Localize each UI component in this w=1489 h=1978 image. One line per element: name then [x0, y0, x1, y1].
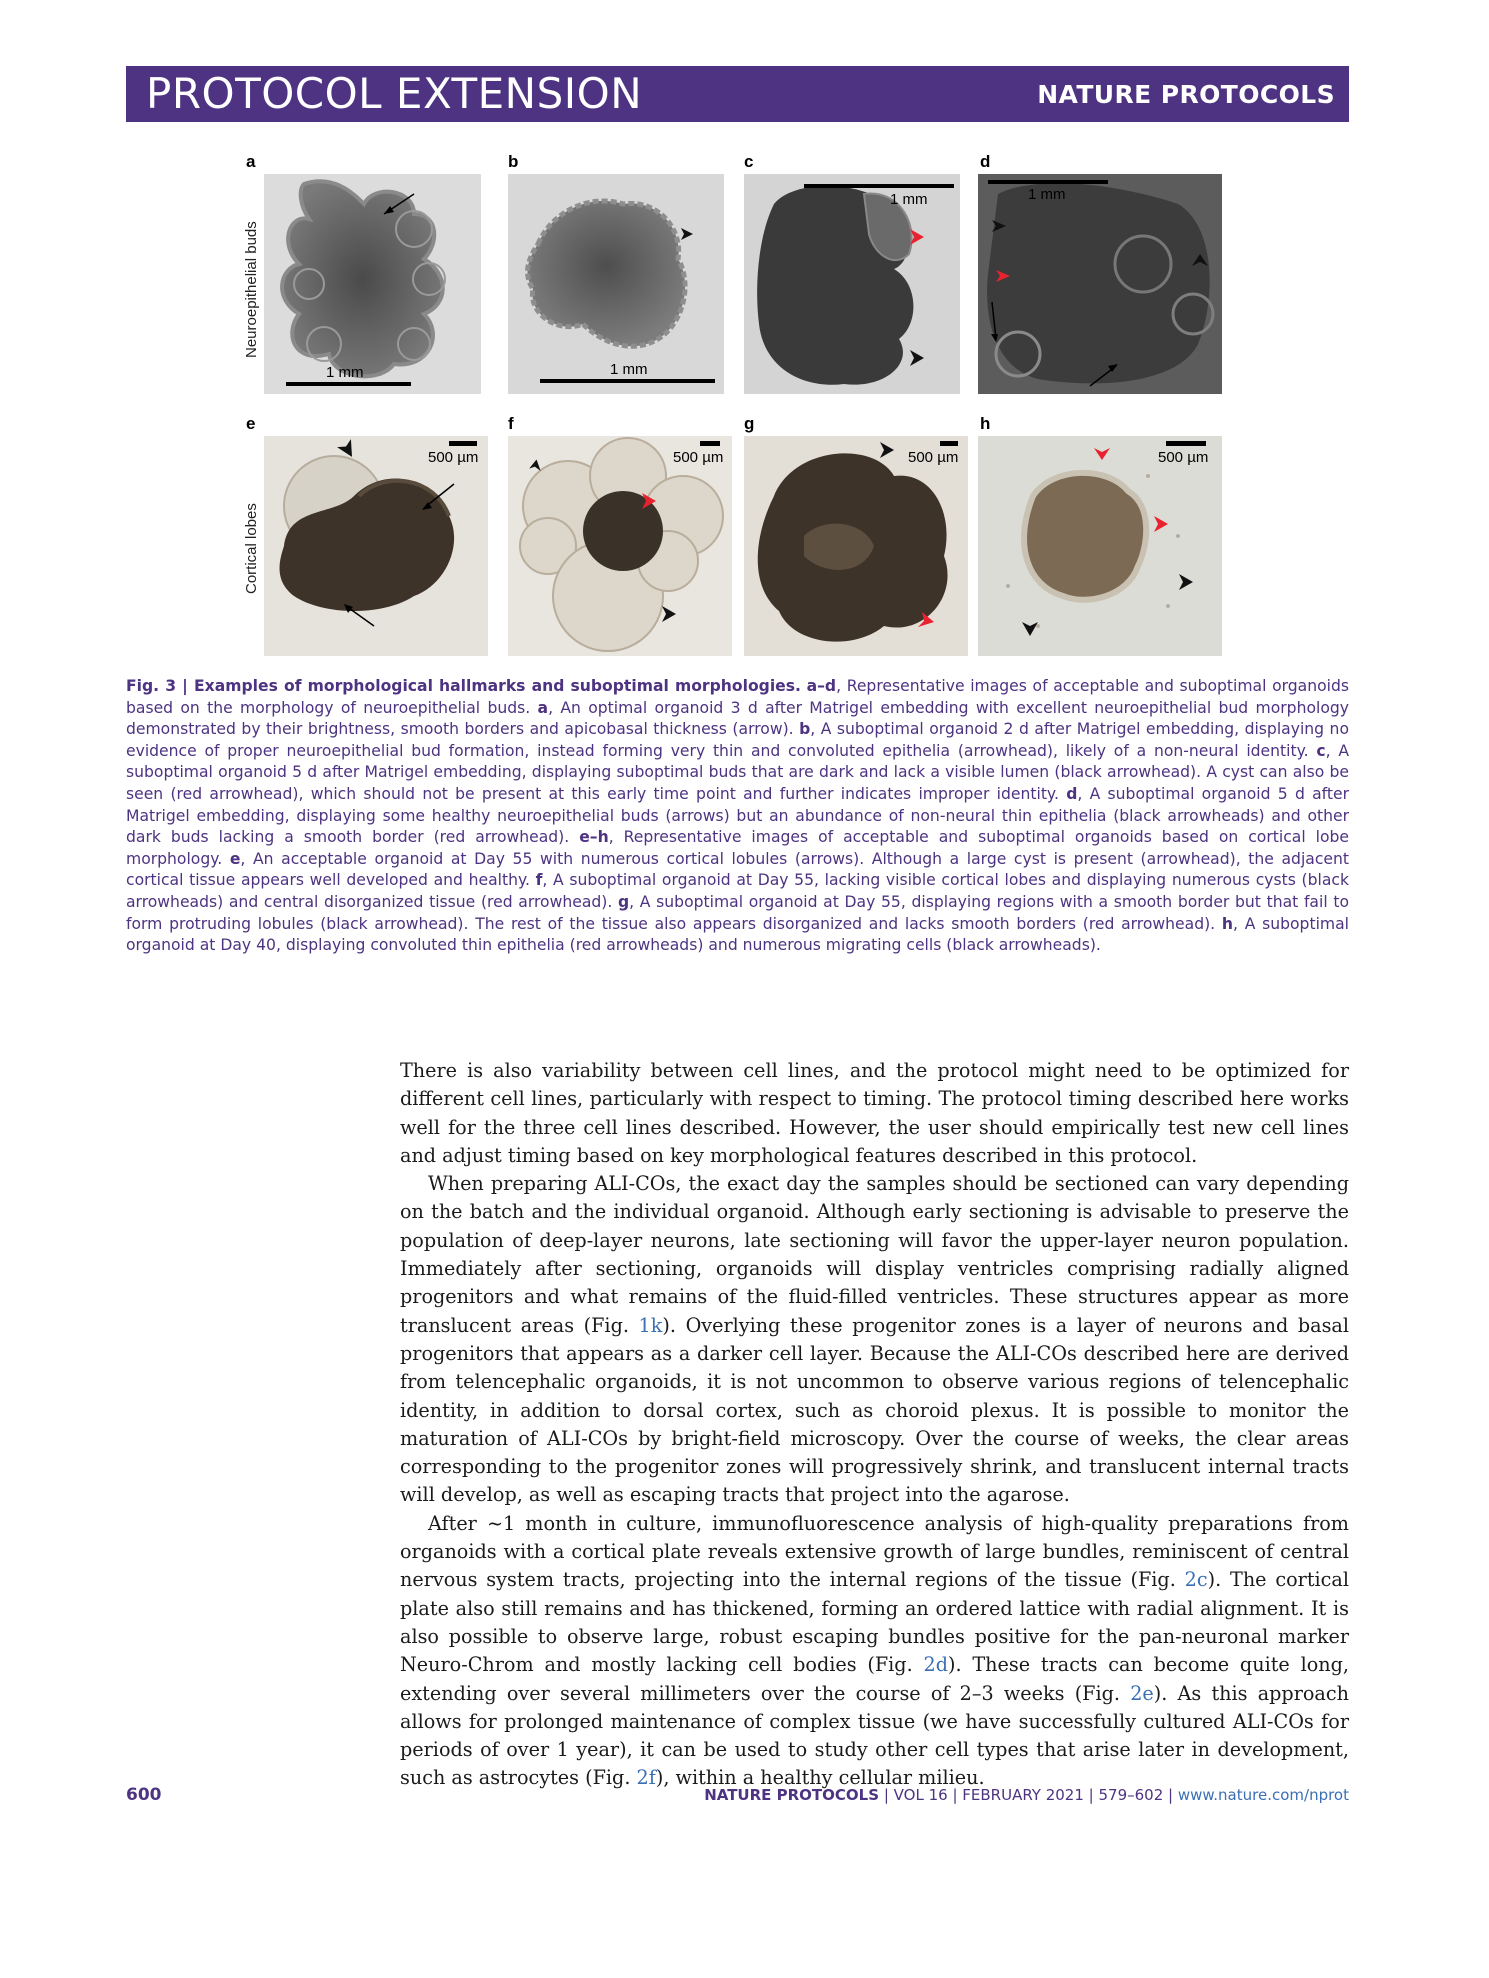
panel-letter-f: f — [508, 414, 514, 433]
panel-g-image — [744, 436, 968, 656]
fig-ref-2d[interactable]: 2d — [923, 1653, 948, 1677]
panel-a-scale: 1 mm — [326, 364, 364, 381]
caption-text-h: , A suboptimal organoid at Day 40, displaying convoluted thin epithelia (red arrowheads) and numerous migrating cells (black arrowheads). — [126, 914, 1349, 955]
p3-text-d: ). As this approach allows for prolonged maintenance of complex tissue (we have successfully cultured ALI-COs for periods of over 1 year), it can be used to study other cell types that arise later in development, such as astrocytes (Fig. — [400, 1681, 1349, 1790]
footer-url-link[interactable]: www.nature.com/nprot — [1177, 1786, 1349, 1804]
panel-letter-d: d — [980, 152, 991, 171]
panel-letter-b: b — [508, 152, 519, 171]
caption-text-g: , A suboptimal organoid at Day 55, displaying regions with a smooth border but that fail to form protruding lobules (black arrowhead). The rest of the tissue also appears disorganized and lacks smooth borders (red arrowhead). — [126, 892, 1349, 933]
footer-pages: 579–602 — [1098, 1786, 1164, 1804]
p3-text-b: ). The cortical plate also still remains and has thickened, forming an ordered lattice with radial alignment. It is also possible to observe large, robust escaping bundles positive for the pan-neuronal marker Neuro-Chrom and mostly lacking cell bodies (Fig. — [400, 1568, 1349, 1677]
figure-caption — [126, 676, 1349, 957]
fig-ref-2c[interactable]: 2c — [1184, 1568, 1208, 1592]
caption-label-eh: e–h — [579, 828, 609, 847]
caption-label-b: b — [799, 720, 811, 739]
panel-h-scale: 500 µm — [1158, 449, 1209, 466]
p2-text-a: When preparing ALI-COs, the exact day the samples should be sectioned can vary depending on the batch and the individual organoid. Although early sectioning is advisable to preserve the population of deep-layer neurons, late sectioning will favor the upper-layer neuron population. Immediately after sectioning, organoids will display ventricles comprising radially aligned progenitors and what remains of the fluid-filled ventricles. These structures appear as more translucent areas (Fig. — [400, 1172, 1349, 1337]
panel-d-scale: 1 mm — [1028, 186, 1066, 203]
body-text — [400, 1057, 1349, 1793]
footer-sep-3: | — [1083, 1786, 1099, 1804]
footer-sep-4: | — [1163, 1786, 1178, 1804]
footer-date: FEBRUARY 2021 — [962, 1786, 1084, 1804]
panel-h-image — [978, 436, 1222, 656]
panel-c-scale: 1 mm — [890, 191, 928, 208]
panel-g-scale: 500 µm — [908, 449, 959, 466]
header-bar — [126, 66, 1349, 122]
fig-ref-2f[interactable]: 2f — [636, 1766, 656, 1790]
paragraph-3 — [400, 1510, 1349, 1793]
caption-label-e: e — [229, 849, 241, 868]
section-title: PROTOCOL EXTENSION — [146, 69, 643, 118]
journal-name: NATURE PROTOCOLS — [1037, 80, 1335, 109]
panel-letter-h: h — [980, 414, 991, 433]
caption-text-e: , An acceptable organoid at Day 55 with numerous cortical lobules (arrows). Although a large cyst is present (arrowhead), the adjacent cortical tissue appears well developed and healthy. — [126, 849, 1350, 890]
panel-a-image — [264, 174, 481, 394]
panel-b-scale: 1 mm — [610, 361, 648, 378]
footer-journal: NATURE PROTOCOLS — [704, 1786, 880, 1804]
panel-f-scale: 500 µm — [673, 449, 724, 466]
caption-label-g: g — [618, 892, 630, 911]
p3-text-e: ), within a healthy cellular milieu. — [655, 1766, 985, 1790]
p2-text-b: ). Overlying these progenitor zones is a layer of neurons and basal progenitors that appears as a darker cell layer. Because the ALI-COs described here are derived from telencephalic organoids, it is not uncommon to observe various regions of telencephalic identity, in addition to dorsal cortex, such as choroid plexus. It is possible to monitor the maturation of ALI-COs by bright-field microscopy. Over the course of weeks, the clear areas corresponding to the progenitor zones will progressively shrink, and translucent internal tracts will develop, as well as escaping tracts that project into the agarose. — [400, 1313, 1350, 1507]
caption-text-eh: , Representative images of acceptable and suboptimal organoids based on cortical lobe morphology. — [126, 828, 1350, 868]
panel-d-image — [978, 174, 1222, 394]
caption-title: Fig. 3 | Examples of morphological hallmarks and suboptimal morphologies. — [126, 677, 801, 695]
footer-sep-1: | — [879, 1786, 894, 1804]
panel-e-scale: 500 µm — [428, 449, 479, 466]
fig-ref-2e[interactable]: 2e — [1130, 1681, 1154, 1705]
caption-text-f: , A suboptimal organoid at Day 55, lacking visible cortical lobes and displaying numerous cysts (black arrowheads) and central disorganized tissue (red arrowhead). — [126, 871, 1349, 911]
caption-text-a: , An optimal organoid 3 d after Matrigel embedding with excellent neuroepithelial bud morphology demonstrated by their brightness, smooth borders and apicobasal thickness (arrow). — [126, 698, 1349, 739]
panel-b-image — [508, 174, 724, 394]
caption-label-c: c — [1316, 741, 1326, 760]
panel-e-image — [264, 436, 488, 656]
caption-label-a: a — [537, 698, 549, 717]
caption-label-h: h — [1221, 914, 1233, 933]
panel-c-image — [744, 174, 960, 394]
caption-text-d: , A suboptimal organoid 5 d after Matrigel embedding, displaying some healthy neuroepithelial buds (arrows) but an abundance of non-neural thin epithelia (black arrowheads) and other dark buds lacking a smooth border (red arrowhead). — [126, 784, 1350, 847]
p3-text-c: ). These tracts can become quite long, extending over several millimeters over the course of 2–3 weeks (Fig. — [400, 1653, 1349, 1705]
caption-text-c: , A suboptimal organoid 5 d after Matrigel embedding, displaying suboptimal buds that are dark and lack a visible lumen (black arrowhead). A cyst can also be seen (red arrowhead), which should not be present at this early time point and further indicates improper identity. — [126, 741, 1349, 803]
paragraph-2 — [400, 1170, 1349, 1510]
footer-volume: VOL 16 — [893, 1786, 948, 1804]
footer-sep-2: | — [947, 1786, 963, 1804]
fig-ref-1k[interactable]: 1k — [638, 1313, 663, 1337]
panel-f-image — [508, 436, 732, 656]
panel-letter-e: e — [246, 414, 256, 433]
page-number: 600 — [126, 1785, 162, 1805]
panel-letter-c: c — [744, 152, 754, 171]
caption-text-ad: , Representative images of acceptable and suboptimal organoids based on the morphology of neuroepithelial buds. — [126, 677, 1349, 717]
paragraph-1: There is also variability between cell lines, and the protocol might need to be optimized for different cell lines, particularly with respect to timing. The protocol timing described here works well for the three cell lines described. However, the user should empirically test new cell lines and adjust timing based on key morphological features described in this protocol. — [400, 1059, 1349, 1167]
row-label-cortical: Cortical lobes — [243, 503, 260, 594]
footer-citation — [704, 1786, 1349, 1804]
row-label-neuroepithelial: Neuroepithelial buds — [243, 221, 260, 358]
caption-label-d: d — [1066, 784, 1078, 803]
p3-text-a: After ~1 month in culture, immunofluorescence analysis of high-quality preparations from organoids with a cortical plate reveals extensive growth of large bundles, reminiscent of central nervous system tracts, projecting into the internal regions of the tissue (Fig. — [400, 1511, 1349, 1592]
panel-letter-g: g — [744, 414, 755, 433]
caption-label-ad: a–d — [806, 677, 837, 695]
panel-letter-a: a — [246, 152, 256, 171]
caption-label-f: f — [535, 871, 543, 890]
caption-text-b: , A suboptimal organoid 2 d after Matrigel embedding, displaying no evidence of proper neuroepithelial bud formation, instead forming very thin and convoluted epithelia (arrowhead), likely of a non-neural identity. — [126, 720, 1349, 760]
